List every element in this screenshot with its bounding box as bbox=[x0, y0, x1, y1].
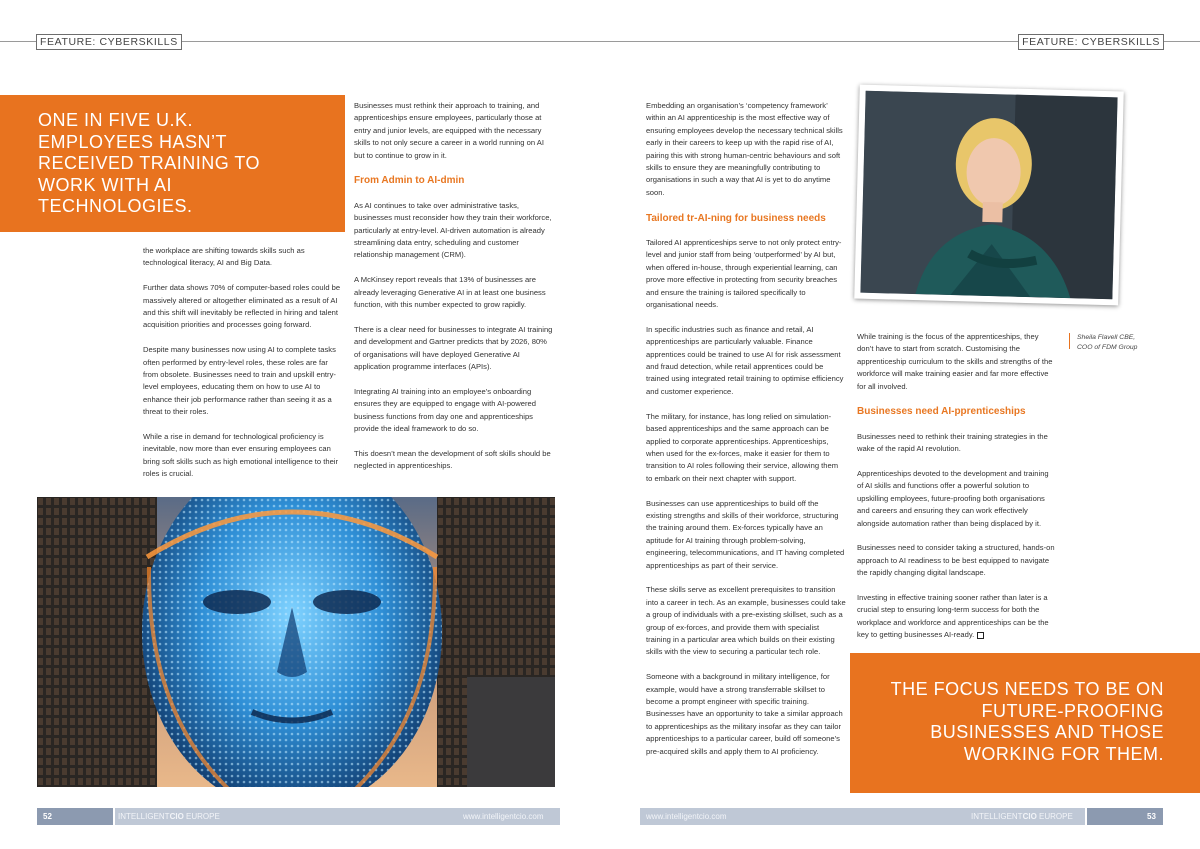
paragraph: Embedding an organisation’s ‘competency framework’ within an AI apprenticeship is the most effective way of ensuring employees develop the necessary technical skills early in their careers to keep up with the rapid rise of AI, pairing this with strong human-centric behaviours and soft skills to ensure they are meaningfully contributing to organisations in such a way that AI is yet to do anytime soon. bbox=[646, 101, 843, 197]
section-heading: From Admin to AI-dmin bbox=[354, 175, 465, 187]
caption-accent-line bbox=[1069, 333, 1070, 349]
paragraph: While training is the focus of the apprenticeships, they don’t have to start from scratch. Customising the apprenticeship curriculum to the skills and strengths of the workforce will make training easier and far more effective for all involved. bbox=[857, 332, 1053, 391]
brand-text: INTELLIGENT bbox=[971, 812, 1023, 821]
page-number-right: 53 bbox=[1147, 812, 1156, 821]
paragraph: This doesn’t mean the development of soft skills should be neglected in apprenticeships. bbox=[354, 448, 551, 471]
paragraph: Tailored AI apprenticeships serve to not only protect entry-level and junior staff from being ‘outperformed’ by AI but, when offered in-house, through experiential learning, can prove more effective in protecting from security breaches and ensure the training is tailored specifically to organisational needs. bbox=[646, 238, 842, 310]
section-tag-right: FEATURE: CYBERSKILLS bbox=[1018, 34, 1164, 50]
brand-text-bold: CIO bbox=[1022, 812, 1037, 821]
paragraph: The military, for instance, has long relied on simulation-based apprenticeships and the same approach can be applied to corporate apprenticeships. Apprenticeships, when used for the ex-forces, make it easier for them to transition to AI roles following their service, allowing them to embark on their next chapter with support. bbox=[646, 411, 839, 483]
paragraph: As AI continues to take over administrative tasks, businesses must reconsider how they train their workforce, particularly at entry-level. AI-driven automation is already streamlining data entry, scheduling and customer relationship management (CRM). bbox=[354, 200, 552, 260]
portrait-photo bbox=[854, 85, 1124, 306]
page-number-left: 52 bbox=[43, 812, 52, 821]
footer-brand-right bbox=[971, 808, 1073, 825]
paragraph: Businesses must rethink their approach to training, and apprenticeships ensure employees, particularly those at entry and junior levels, are equipped with the necessary skills to not only secure a career in a world running on AI but to continue to grow in it. bbox=[354, 101, 544, 160]
brand-text: INTELLIGENT bbox=[118, 812, 170, 821]
portrait-illustration bbox=[860, 91, 1117, 300]
paragraph: Apprenticeships devoted to the development and training of AI skills and functions offer a powerful solution to upskilling employees, future-proofing both organisations and careers and ensuring they can work effectively alongside automation rather than being displaced by it. bbox=[857, 469, 1049, 528]
paragraph: the workplace are shifting towards skills such as technological literacy, AI and Big Data. bbox=[143, 246, 305, 268]
ai-face-illustration bbox=[37, 497, 555, 787]
photo-caption bbox=[1077, 333, 1137, 352]
pull-quote-right: THE FOCUS NEEDS TO BE ON FUTURE-PROOFING BUSINESSES AND THOSE WORKING FOR THEM. bbox=[890, 679, 1164, 764]
end-mark-icon bbox=[977, 632, 984, 639]
pull-quote-box-right bbox=[850, 653, 1200, 793]
article-column-2 bbox=[354, 100, 554, 485]
section-tag-left: FEATURE: CYBERSKILLS bbox=[36, 34, 182, 50]
section-heading: Tailored tr-AI-ning for business needs bbox=[646, 212, 826, 224]
paragraph bbox=[857, 592, 1057, 642]
paragraph: A McKinsey report reveals that 13% of businesses are already leveraging Generative AI in at least one business function, with this number expected to grow rapidly. bbox=[354, 275, 546, 310]
paragraph: Further data shows 70% of computer-based roles could be massively altered or altogether eliminated as a result of AI and this shift will inevitably be reflected in hiring and talent acquisition priorities and processes going forward. bbox=[143, 283, 341, 330]
paragraph: There is a clear need for businesses to integrate AI training and development and Gartner predicts that by 2026, 80% of organisations will have deployed Generative AI application programme interfaces (APIs). bbox=[354, 324, 553, 372]
paragraph: Despite many businesses now using AI to complete tasks often performed by entry-level roles, these roles are far from obsolete. Businesses need to train and upskill entry-level employees, educating them on how to use AI to enhance their job performance rather than seeing it as a threat to their roles. bbox=[143, 345, 336, 417]
caption-name: Sheila Flavell CBE, bbox=[1077, 334, 1136, 341]
footer-brand-left bbox=[118, 808, 220, 825]
paragraph: In specific industries such as finance and retail, AI apprenticeships are particularly valuable. Finance apprentices could be trained to use AI for risk assessment and fraud detection, while retail apprentices could be trained using integrated retail training to optimise efficiency and customer experience. bbox=[646, 324, 844, 396]
footer-url-right[interactable]: www.intelligentcio.com bbox=[646, 812, 727, 821]
article-column-1 bbox=[143, 245, 343, 493]
pull-quote-box-left bbox=[0, 95, 345, 232]
paragraph: Businesses need to rethink their training strategies in the wake of the rapid AI revolution. bbox=[857, 431, 1048, 454]
paragraph: Businesses can use apprenticeships to build off the existing strengths and skills of their workforce, structuring the training around them. Ex-forces typically have an aptitude for AI training through problem-solving, engineering, telecommunications, and IT having completed apprenticeships as part of their service. bbox=[646, 498, 845, 570]
paragraph: While a rise in demand for technological proficiency is inevitable, now more than ever ensuring employees can bring soft skills such as high emotional intelligence to their roles is crucial. bbox=[143, 432, 339, 479]
footer-url-left[interactable]: www.intelligentcio.com bbox=[463, 812, 544, 821]
paragraph: These skills serve as excellent prerequisites to transition into a career in tech. As an example, businesses could take a group of individuals with a pre-existing skillset, such as a group of ex-forces, and provide them with specialist training in a particular area which builds on their existing skills with the view to securing a particular tech role. bbox=[646, 585, 846, 657]
paragraph: Someone with a background in military intelligence, for example, would have a strong transferrable skillset to become a prompt engineer with specific training. Businesses have an opportunity to take a similar approach to apprenticeships as the military insofar as they can tailor apprenticeships to a particular career, build off someone’s pre-acquired skills and apply them to AI proficiency. bbox=[646, 672, 843, 756]
brand-text-bold: CIO bbox=[169, 812, 184, 821]
article-column-4 bbox=[857, 331, 1057, 654]
caption-title: COO of FDM Group bbox=[1077, 343, 1138, 351]
section-heading: Businesses need AI-pprenticeships bbox=[857, 406, 1026, 418]
brand-text: EUROPE bbox=[1036, 812, 1073, 821]
paragraph-text: Investing in effective training sooner rather than later is a crucial step to ensuring long-term success for both the workplace and workforce and apprenticeships can be the key to getting businesses AI-ready. bbox=[857, 593, 1049, 640]
ai-face-image bbox=[37, 497, 555, 787]
paragraph: Businesses need to consider taking a structured, hands-on approach to AI readiness to be best equipped to navigate the rapidly changing digital landscape. bbox=[857, 543, 1055, 578]
pull-quote-left: ONE IN FIVE U.K. EMPLOYEES HASN’T RECEIVED TRAINING TO WORK WITH AI TECHNOLOGIES. bbox=[38, 110, 261, 216]
paragraph: Integrating AI training into an employee’s onboarding ensures they are equipped to engage with AI-powered business functions from day one and apprenticeships provide the ideal framework to do so. bbox=[354, 386, 536, 434]
article-column-3 bbox=[646, 100, 846, 770]
brand-text: EUROPE bbox=[183, 812, 220, 821]
portrait-image bbox=[860, 91, 1117, 300]
